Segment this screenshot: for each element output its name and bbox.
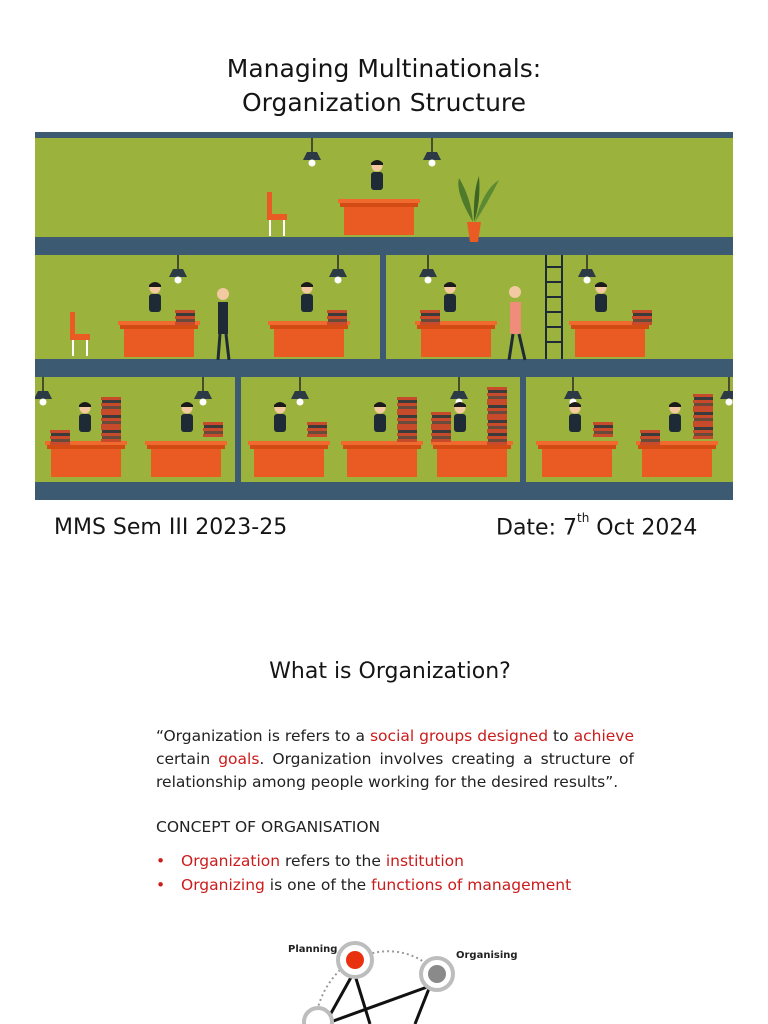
bullet-highlight: institution (385, 852, 464, 870)
quote-part: certain (156, 750, 219, 768)
date-superscript: th (577, 511, 590, 525)
planning-label: Planning (288, 944, 338, 955)
definition-quote (156, 725, 634, 794)
bullet-marker: • (156, 875, 166, 894)
date-prefix: Date: 7 (496, 515, 577, 541)
list-item (156, 850, 571, 874)
list-item (156, 874, 571, 898)
title-line-1: Managing Multinationals: (226, 54, 542, 83)
concept-list (156, 850, 571, 897)
date-suffix: Oct 2024 (589, 515, 698, 541)
quote-part: “Organization is refers to a (156, 727, 370, 745)
bullet-highlight: Organizing (181, 875, 265, 894)
program-label: MMS Sem III 2023-25 (54, 515, 288, 540)
quote-part: to (548, 727, 574, 745)
quote-highlight: goals (218, 750, 260, 768)
bullet-highlight: functions of management (371, 875, 572, 894)
section-title: What is Organization? (269, 659, 511, 684)
concept-heading: CONCEPT OF ORGANISATION (156, 818, 381, 836)
bullet-text: refers to the (280, 852, 386, 870)
management-cycle-diagram (270, 930, 530, 1024)
planning-node-core (346, 951, 364, 969)
organising-node-core (428, 965, 446, 983)
page-title (0, 52, 768, 120)
cycle-node (304, 1008, 332, 1024)
quote-highlight: achieve (573, 727, 634, 745)
cycle-link (325, 986, 430, 1024)
date-label (496, 511, 698, 541)
bullet-highlight: Organization (181, 852, 281, 870)
organising-label: Organising (456, 950, 518, 961)
quote-part: . Organization involves creating a structure of relationship among people working for the desired results”. (156, 750, 634, 791)
title-line-2: Organization Structure (241, 88, 527, 117)
cycle-link (354, 972, 370, 1024)
quote-highlight: social groups designed (369, 727, 549, 745)
bullet-text: is one of the (264, 875, 372, 894)
office-illustration (35, 132, 733, 500)
bullet-marker: • (156, 852, 166, 870)
